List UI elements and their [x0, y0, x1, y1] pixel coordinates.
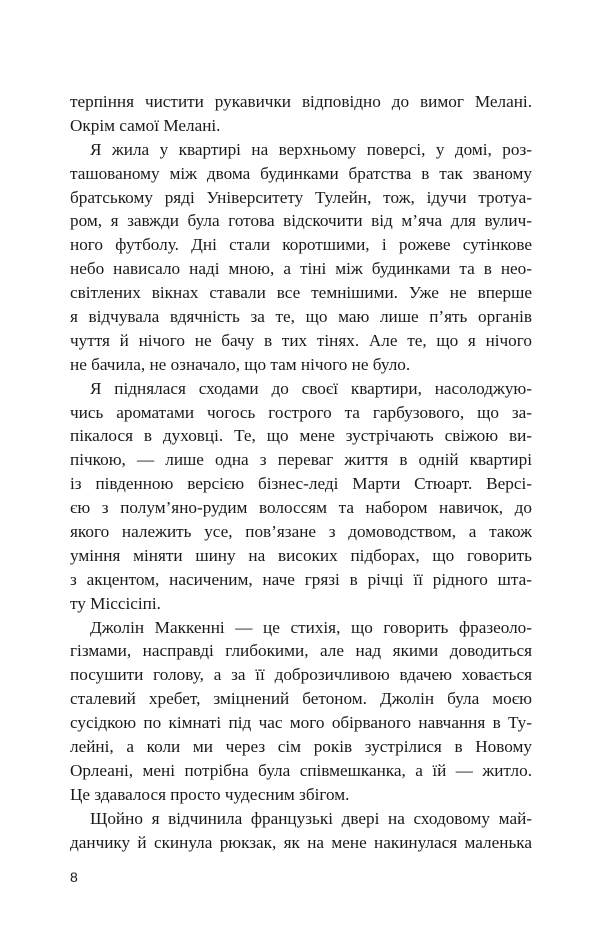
text-line: Я піднялася сходами до своєї квартири, насолоджую- — [90, 378, 532, 398]
text-line: із південною версією бізнес-леді Марти Стюарт. Версі- — [70, 474, 532, 494]
page-number: 8 — [70, 869, 78, 885]
text-line: посушити голову, а за її доброзичливою вдачею ховається — [70, 665, 532, 685]
text-line: гізмами, насправді глибокими, але над якими доводиться — [70, 641, 532, 661]
text-line: якого належить усе, пов’язане з домоводством, а також — [70, 522, 532, 542]
text-line: данчику й скинула рюкзак, як на мене накинулася маленька — [70, 832, 532, 852]
text-line: терпіння чистити рукавички відповідно до вимог Мелані. — [70, 92, 532, 111]
text-line: з акцентом, насиченим, наче грязі в річці її рідного шта- — [70, 569, 532, 589]
text-line: єю з полум’яно-рудим волоссям та набором навичок, до — [70, 498, 532, 518]
text-line: ного футболу. Дні стали коротшими, і рожеве сутінкове — [70, 235, 532, 255]
text-line: лейні, а коли ми через сім років зустрілися в Новому — [70, 737, 532, 757]
text-line: ташованому між двома будинками братства в так званому — [70, 163, 532, 183]
text-line: не бачила, не означало, що там нічого не було. — [70, 354, 411, 374]
text-line: пікалося в духовці. Те, що мене зустрічають свіжою ви- — [70, 426, 532, 446]
text-line: чуття й нічого не бачу в тих тінях. Але те, що я нічого — [70, 330, 532, 350]
text-line: Джолін Маккенні — це стихія, що говорить фразеоло- — [90, 617, 532, 637]
text-line: Я жила у квартирі на верхньому поверсі, у домі, роз- — [90, 139, 532, 159]
text-block — [70, 90, 532, 855]
text-line: ром, я завжди була готова відскочити від м’яча для вулич- — [70, 211, 532, 231]
text-line: Щойно я відчинила французькі двері на сходовому май- — [90, 808, 532, 828]
text-line: Орлеані, мені потрібна була співмешканка, а їй — житло. — [70, 760, 532, 780]
text-line: світлених вікнах ставали все темнішими. Уже не вперше — [70, 283, 532, 303]
text-line: уміння міняти шину на високих підборах, що говорить — [70, 545, 532, 565]
text-line: пічкою, — лише одна з переваг життя в одній квартирі — [70, 450, 532, 470]
text-line: чись ароматами чогось гострого та гарбузового, що за- — [70, 402, 532, 422]
text-line: сталевий хребет, зміцнений бетоном. Джолін була моєю — [70, 689, 532, 709]
text-line: Це здавалося просто чудесним збігом. — [70, 784, 350, 804]
text-line: Окрім самої Мелані. — [70, 115, 221, 135]
text-line: небо нависало наді мною, а тіні між будинками та в нео- — [70, 259, 532, 279]
text-line: я відчувала вдячність за те, що маю лише п’ять органів — [70, 307, 532, 327]
text-line: братському ряді Університету Тулейн, тож, ідучи тротуа- — [70, 187, 532, 207]
text-line: ту Міссісіпі. — [70, 593, 161, 613]
text-line: сусідкою по кімнаті під час мого обірваного навчання в Ту- — [70, 713, 532, 733]
